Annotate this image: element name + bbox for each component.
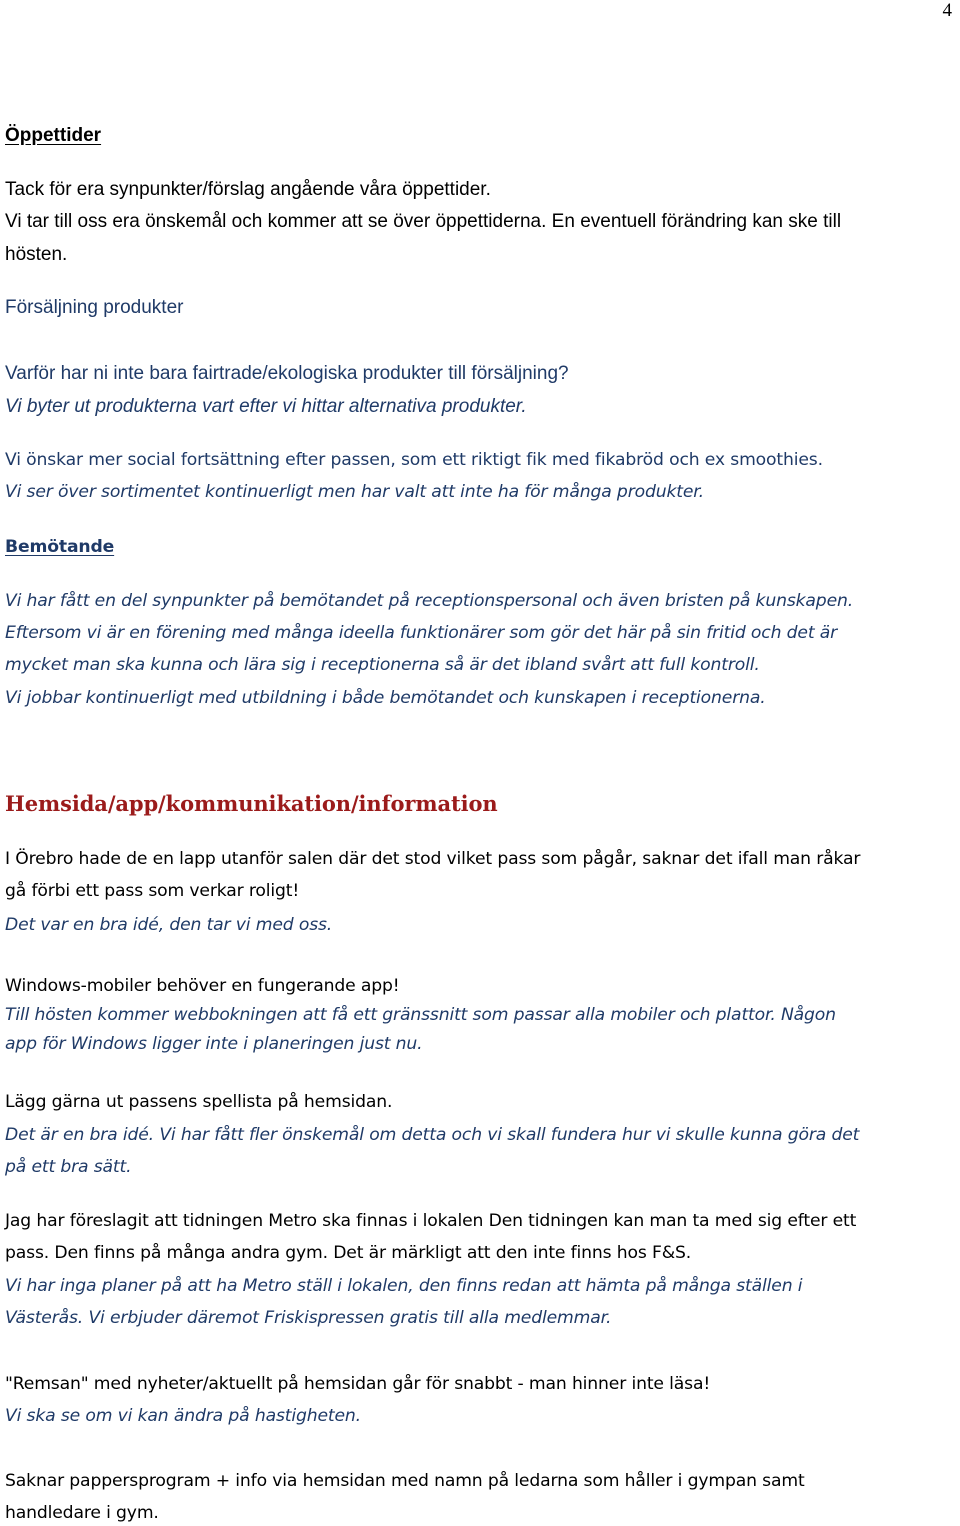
website-a4-line-2: Västerås. Vi erbjuder däremot Friskispressen gratis till alla medlemmar. [5,1308,612,1328]
website-a1: Det var en bra idé, den tar vi med oss. [5,915,333,935]
website-a3-line-2: på ett bra sätt. [5,1157,132,1177]
website-q2: Windows-mobiler behöver en fungerande app! [5,976,400,996]
treatment-line-3: mycket man ska kunna och lära sig i receptionerna så är det ibland svårt att full kontroll. [5,655,760,675]
heading-opening-hours: Öppettider [5,125,102,146]
website-a5: Vi ska se om vi kan ändra på hastigheten. [5,1406,361,1426]
website-a2-line-2: app för Windows ligger inte i planeringen just nu. [5,1034,423,1054]
opening-hours-line-3: hösten. [5,244,68,265]
treatment-line-4: Vi jobbar kontinuerligt med utbildning i både bemötandet och kunskapen i receptionerna. [5,688,766,708]
website-a3-line-1: Det är en bra idé. Vi har fått fler önskemål om detta och vi skall fundera hur vi skulle kunna göra det [5,1125,860,1145]
product-sales-answer: Vi byter ut produkterna vart efter vi hittar alternativa produkter. [5,396,527,417]
product-sales-question-2: Vi önskar mer social fortsättning efter passen, som ett riktigt fik med fikabröd och ex smoothies. [5,450,823,470]
website-a4-line-1: Vi har inga planer på att ha Metro ställ i lokalen, den finns redan att hämta på många ställen i [5,1276,803,1296]
website-q5: "Remsan" med nyheter/aktuellt på hemsidan går för snabbt - man hinner inte läsa! [5,1374,711,1394]
heading-treatment: Bemötande [5,537,115,557]
heading-website: Hemsida/app/kommunikation/information [5,791,498,816]
page-number: 4 [942,0,952,21]
website-q1-line-2: gå förbi ett pass som verkar roligt! [5,881,300,901]
treatment-line-2: Eftersom vi är en förening med många ideella funktionärer som gör det här på sin fritid och det är [5,623,838,643]
website-q3: Lägg gärna ut passens spellista på hemsidan. [5,1092,393,1112]
opening-hours-line-2: Vi tar till oss era önskemål och kommer att se över öppettiderna. En eventuell förändring kan ske till [5,211,842,232]
product-sales-question: Varför har ni inte bara fairtrade/ekologiska produkter till försäljning? [5,363,569,384]
heading-product-sales: Försäljning produkter [5,297,184,318]
website-a2-line-1: Till hösten kommer webbokningen att få ett gränssnitt som passar alla mobiler och plattor. Någon [5,1005,836,1025]
website-q1-line-1: I Örebro hade de en lapp utanför salen där det stod vilket pass som pågår, saknar det ifall man råkar [5,849,861,869]
treatment-line-1: Vi har fått en del synpunkter på bemötandet på receptionspersonal och även bristen på kunskapen. [5,591,854,611]
opening-hours-line-1: Tack för era synpunkter/förslag angående våra öppettider. [5,179,491,200]
website-q4-line-1: Jag har föreslagit att tidningen Metro ska finnas i lokalen Den tidningen kan man ta med sig efter ett [5,1211,857,1231]
website-q6-line-1: Saknar pappersprogram + info via hemsidan med namn på ledarna som håller i gympan samt [5,1471,805,1491]
website-q6-line-2: handledare i gym. [5,1503,159,1523]
product-sales-answer-2: Vi ser över sortimentet kontinuerligt men har valt att inte ha för många produkter. [5,482,704,502]
website-q4-line-2: pass. Den finns på många andra gym. Det är märkligt att den inte finns hos F&S. [5,1243,692,1263]
